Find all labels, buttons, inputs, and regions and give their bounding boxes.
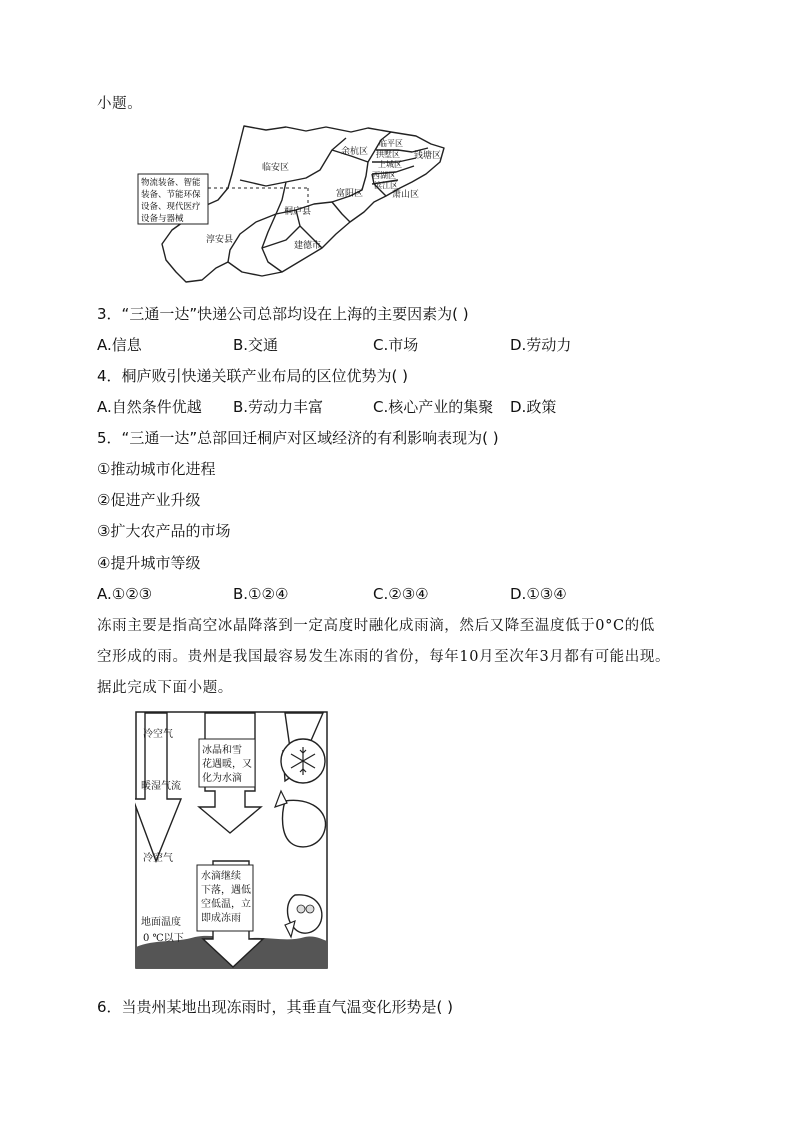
label-qiantang: 钱塘区 (414, 151, 442, 161)
label-linan: 临安区 (262, 163, 290, 173)
label-yuhang: 余杭区 (341, 147, 369, 157)
map-box-line4: 设备与器械 (141, 214, 184, 224)
passage-line-2: 空形成的雨。贵州是我国最容易发生冻雨的省份，每年10月至次年3月都有可能出现。 (97, 649, 671, 665)
label-tonglu: 桐庐县 (284, 207, 312, 217)
label-chunan: 淳安县 (206, 235, 234, 245)
label-jiande: 建德市 (294, 241, 322, 251)
q4-option-a[interactable]: A.自然条件优越 (97, 398, 202, 416)
q4-option-b[interactable]: B.劳动力丰富 (233, 398, 324, 416)
label-shangcheng: 上城区 (378, 160, 402, 169)
passage-line-1: 冻雨主要是指高空冰晶降落到一定高度时融化成雨滴，然后又降至温度低于0°C的低 (97, 618, 655, 634)
diagram-ground-temp-1: 地面温度 (141, 917, 181, 928)
label-xiaoshan: 萧山区 (392, 190, 420, 200)
q3-option-c[interactable]: C.市场 (373, 336, 419, 354)
q5-item-2: ②促进产业升级 (97, 491, 201, 509)
label-gongshu: 拱墅区 (376, 150, 400, 159)
diagram-box1-line2: 花遇暖，又 (202, 759, 252, 770)
q3-option-b[interactable]: B.交通 (233, 336, 279, 354)
diagram-cold-air-top: 冷空气 (143, 729, 173, 740)
q5-item-3: ③扩大农产品的市场 (97, 522, 231, 540)
diagram-box2-line2: 下落，遇低 (201, 885, 251, 896)
q5-item-4: ④提升城市等级 (97, 554, 201, 572)
q3-option-d[interactable]: D.劳动力 (510, 336, 572, 354)
q5-option-b[interactable]: B.①②④ (233, 585, 289, 603)
diagram-box2-line3: 空低温，立 (201, 899, 251, 910)
q5-option-d[interactable]: D.①③④ (510, 585, 567, 603)
diagram-box2-line4: 即成冻雨 (201, 913, 241, 924)
label-binjiang: 滨江区 (374, 181, 398, 190)
hangzhou-map (136, 122, 466, 287)
map-box-line3: 设备、现代医疗 (141, 202, 201, 212)
q6-stem: 6．当贵州某地出现冻雨时，其垂直气温变化形势是( ) (97, 998, 454, 1016)
intro-tail: 小题。 (97, 96, 143, 112)
q4-stem: 4．桐庐败引快递关联产业布局的区位优势为( ) (97, 367, 409, 385)
diagram-box1-line1: 冰晶和雪 (202, 745, 242, 756)
diagram-cold-air-bottom: 冷空气 (143, 853, 173, 864)
q5-option-a[interactable]: A.①②③ (97, 585, 153, 603)
q4-option-d[interactable]: D.政策 (510, 398, 557, 416)
q3-option-a[interactable]: A.信息 (97, 336, 142, 354)
passage-line-3: 据此完成下面小题。 (97, 680, 233, 696)
q5-option-c[interactable]: C.②③④ (373, 585, 429, 603)
label-fuyang: 富阳区 (336, 189, 364, 199)
map-box-line1: 物流装备、智能 (141, 178, 201, 188)
diagram-box2-line1: 水滴继续 (201, 871, 241, 882)
diagram-warm-air: 暖湿气流 (141, 781, 181, 792)
label-linping: 临平区 (379, 139, 403, 148)
diagram-ground-temp-2: 0 ℃以下 (143, 933, 184, 944)
q4-option-c[interactable]: C.核心产业的集聚 (373, 398, 494, 416)
label-xihu: 西湖区 (372, 171, 396, 180)
freezing-rain-diagram (135, 711, 329, 969)
q5-item-1: ①推动城市化进程 (97, 460, 216, 478)
q5-stem: 5．“三通一达”总部回迁桐庐对区域经济的有利影响表现为( ) (97, 429, 499, 447)
map-box-line2: 装备、节能环保 (141, 190, 201, 200)
q3-stem: 3．“三通一达”快递公司总部均设在上海的主要因素为( ) (97, 305, 469, 323)
diagram-box1-line3: 化为水滴 (202, 773, 242, 784)
